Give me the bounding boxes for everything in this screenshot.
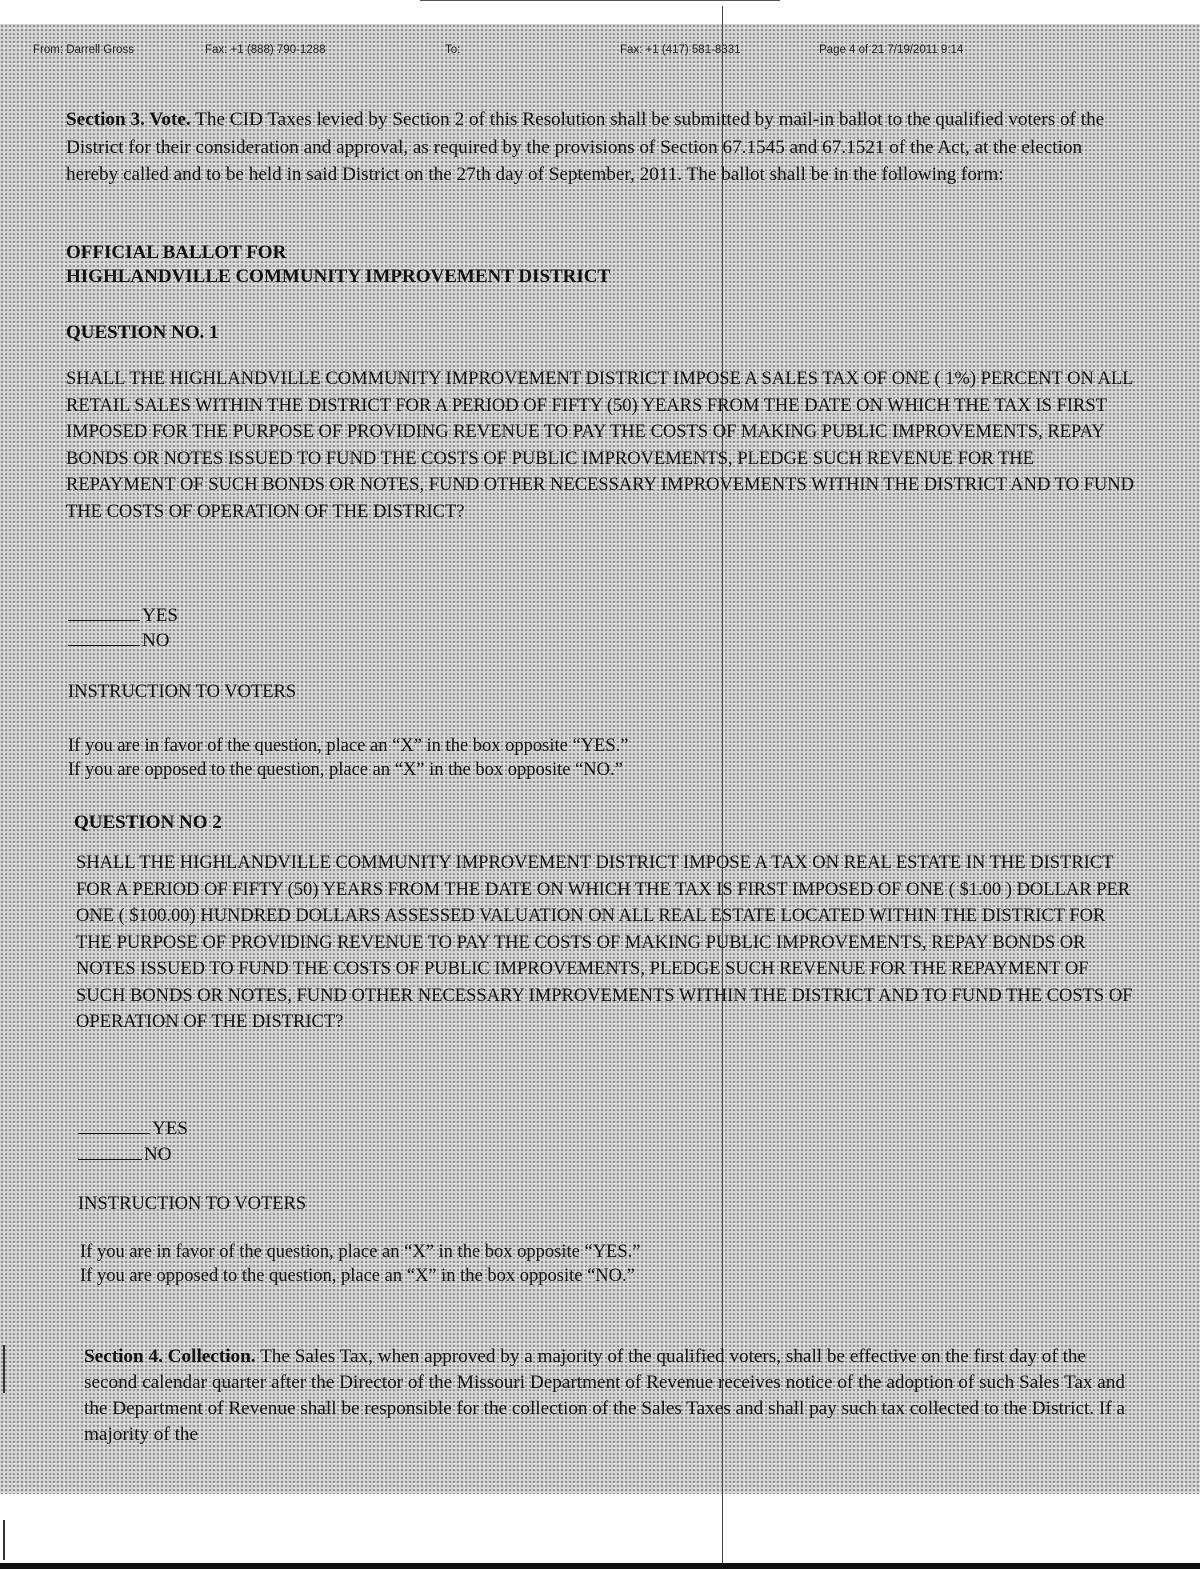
fax-page-info: Page 4 of 21 7/19/2011 9:14 xyxy=(819,44,964,56)
question-2-no-label: NO xyxy=(144,1144,172,1165)
question-1-no-option[interactable] xyxy=(68,630,169,652)
question-2-yes-blank[interactable] xyxy=(78,1133,150,1134)
question-2-yes-option[interactable] xyxy=(78,1118,188,1140)
question-1-instruction-no: If you are opposed to the question, place an “X” in the box opposite “NO.” xyxy=(68,760,623,780)
bottom-edge-bar xyxy=(0,1563,1200,1569)
fold-line xyxy=(722,6,723,1569)
section-3-paragraph xyxy=(66,106,1116,189)
fax-to-number: Fax: +1 (417) 581-8331 xyxy=(620,44,741,56)
fax-from: From: Darrell Gross xyxy=(33,44,134,56)
section-4-paragraph xyxy=(84,1344,1136,1448)
section-4-text: The Sales Tax, when approved by a majority of the qualified voters, shall be effective on the first day of the second calendar quarter after the Director of the Missouri Department of Revenue receives notice of the adoption of such Sales Tax and the Department of Revenue shall be responsible for the collection of the Sales Taxes and shall pay such tax collected to the District. If a majority of the xyxy=(84,1346,1126,1445)
question-2-no-option[interactable] xyxy=(78,1144,171,1166)
margin-mark xyxy=(3,1520,5,1560)
margin-mark xyxy=(3,1345,5,1393)
question-1-yes-option[interactable] xyxy=(68,605,178,627)
fax-to: To: xyxy=(445,44,461,56)
question-1-no-label: NO xyxy=(142,630,170,651)
fax-header xyxy=(33,44,1173,64)
question-2-instruction-no: If you are opposed to the question, place an “X” in the box opposite “NO.” xyxy=(80,1266,635,1286)
question-2-text: SHALL THE HIGHLANDVILLE COMMUNITY IMPROVEMENT DISTRICT IMPOSE A TAX ON REAL ESTATE IN THE DISTRICT FOR A PERIOD OF FIFTY (50) YEARS FROM THE DATE ON WHICH THE TAX IS FIRST IMPOSED OF ONE ( $1.00 ) DOLLAR PER ONE ( $100.00) HUNDRED DOLLARS ASSESSED VALUATION ON ALL REAL ESTATE LOCATED WITHIN THE DISTRICT FOR THE PURPOSE OF PROVIDING REVENUE TO PAY THE COSTS OF MAKING PUBLIC IMPROVEMENTS, REPAY BONDS OR NOTES ISSUED TO FUND THE COSTS OF PUBLIC IMPROVEMENTS, PLEDGE SUCH REVENUE FOR THE REPAYMENT OF SUCH BONDS OR NOTES, FUND OTHER NECESSARY IMPROVEMENTS WITHIN THE DISTRICT AND TO FUND THE COSTS OF OPERATION OF THE DISTRICT? xyxy=(76,853,1133,1032)
question-2-no-blank[interactable] xyxy=(78,1159,142,1160)
question-1-instruction-yes: If you are in favor of the question, place an “X” in the box opposite “YES.” xyxy=(68,736,629,756)
question-1-text: SHALL THE HIGHLANDVILLE COMMUNITY IMPROVEMENT DISTRICT IMPOSE A SALES TAX OF ONE ( 1%) PERCENT ON ALL RETAIL SALES WITHIN THE DISTRICT FOR A PERIOD OF FIFTY (50) YEARS FROM THE DATE ON WHICH THE TAX IS FIRST IMPOSED FOR THE PURPOSE OF PROVIDING REVENUE TO PAY THE COSTS OF MAKING PUBLIC IMPROVEMENTS, REPAY BONDS OR NOTES ISSUED TO FUND THE COSTS OF PUBLIC IMPROVEMENTS, PLEDGE SUCH REVENUE FOR THE REPAYMENT OF SUCH BONDS OR NOTES, FUND OTHER NECESSARY IMPROVEMENTS WITHIN THE DISTRICT AND TO FUND THE COSTS OF OPERATION OF THE DISTRICT? xyxy=(66,369,1134,522)
question-1-yes-label: YES xyxy=(142,605,178,626)
ballot-title-line-2: HIGHLANDVILLE COMMUNITY IMPROVEMENT DISTRICT xyxy=(66,266,611,287)
top-edge-line xyxy=(420,0,780,1)
question-2-instruction-heading: INSTRUCTION TO VOTERS xyxy=(78,1194,307,1214)
question-2-instruction-yes: If you are in favor of the question, place an “X” in the box opposite “YES.” xyxy=(80,1242,641,1262)
question-2-yes-label: YES xyxy=(152,1118,188,1139)
section-4-heading: Section 4. Collection. xyxy=(84,1346,256,1367)
question-1-no-blank[interactable] xyxy=(68,645,140,646)
section-3-text: The CID Taxes levied by Section 2 of this Resolution shall be submitted by mail-in ballot to the qualified voters of the District for their consideration and approval, as required by the provisions of Section 67.1545 and 67.1521 of the Act, at the election hereby called and to be held in said District on the 27th day of September, 2011. The ballot shall be in the following form: xyxy=(66,109,1105,185)
fax-from-number: Fax: +1 (888) 790-1288 xyxy=(205,44,326,56)
question-1-yes-blank[interactable] xyxy=(68,620,140,621)
question-1-heading: QUESTION NO. 1 xyxy=(66,322,219,343)
question-2-heading: QUESTION NO 2 xyxy=(74,812,222,833)
ballot-title-line-1: OFFICIAL BALLOT FOR xyxy=(66,242,287,263)
question-1-instruction-heading: INSTRUCTION TO VOTERS xyxy=(68,682,297,702)
section-3-heading: Section 3. Vote. xyxy=(66,109,191,130)
